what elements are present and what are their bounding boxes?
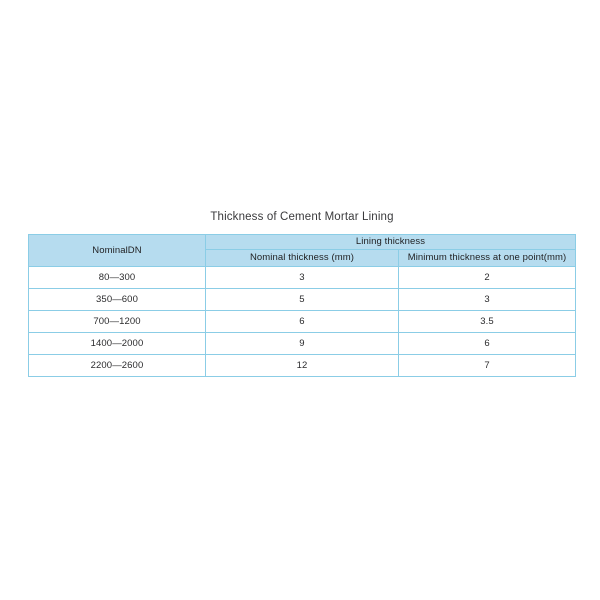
cell-nominal-dn (29, 289, 206, 311)
cement-mortar-lining-table (28, 234, 576, 377)
column-header-minimum-thickness (399, 250, 576, 267)
cell-nominal-thickness-value: 6 (299, 315, 305, 327)
table-title: Thickness of Cement Mortar Lining (210, 211, 394, 223)
cell-minimum-thickness (399, 355, 576, 377)
table-row (29, 267, 576, 289)
cell-nominal-thickness (206, 267, 399, 289)
cell-nominal-dn-value: 80—300 (98, 271, 136, 283)
column-header-nominal-thickness-label: Nominal thickness (mm) (249, 252, 355, 264)
cell-nominal-dn (29, 333, 206, 355)
cell-minimum-thickness-value: 3 (484, 293, 490, 305)
cell-nominal-dn-value: 1400—2000 (90, 337, 144, 349)
column-header-nominal-dn-label: NominalDN (92, 244, 142, 256)
column-header-lining-thickness-group (206, 235, 576, 250)
cell-nominal-dn-value: 2200—2600 (90, 359, 144, 371)
cell-nominal-dn (29, 355, 206, 377)
table-body (29, 267, 576, 377)
cell-minimum-thickness (399, 267, 576, 289)
column-header-nominal-dn (29, 235, 206, 267)
cell-nominal-thickness (206, 333, 399, 355)
cell-minimum-thickness-value: 3.5 (480, 315, 494, 327)
cell-nominal-dn (29, 311, 206, 333)
cell-nominal-dn (29, 267, 206, 289)
column-header-minimum-thickness-label: Minimum thickness at one point(mm) (407, 252, 567, 264)
cell-nominal-dn-value: 350—600 (96, 293, 138, 305)
cell-minimum-thickness (399, 289, 576, 311)
cell-minimum-thickness-value: 6 (484, 337, 490, 349)
table-row (29, 333, 576, 355)
cell-minimum-thickness-value: 2 (484, 271, 490, 283)
cell-nominal-thickness-value: 12 (296, 359, 308, 371)
cell-minimum-thickness (399, 333, 576, 355)
cell-nominal-thickness-value: 9 (299, 337, 305, 349)
column-header-nominal-thickness (206, 250, 399, 267)
cell-nominal-thickness (206, 289, 399, 311)
cell-nominal-thickness-value: 5 (299, 293, 305, 305)
table-row (29, 311, 576, 333)
table-header (29, 235, 576, 267)
cell-nominal-thickness-value: 3 (299, 271, 305, 283)
table-row (29, 355, 576, 377)
cell-nominal-thickness (206, 355, 399, 377)
header-row-group (29, 235, 576, 250)
column-header-lining-thickness-group-label: Lining thickness (355, 236, 426, 248)
cell-nominal-dn-value: 700—1200 (93, 315, 141, 327)
cell-nominal-thickness (206, 311, 399, 333)
cell-minimum-thickness-value: 7 (484, 359, 490, 371)
cell-minimum-thickness (399, 311, 576, 333)
table-row (29, 289, 576, 311)
